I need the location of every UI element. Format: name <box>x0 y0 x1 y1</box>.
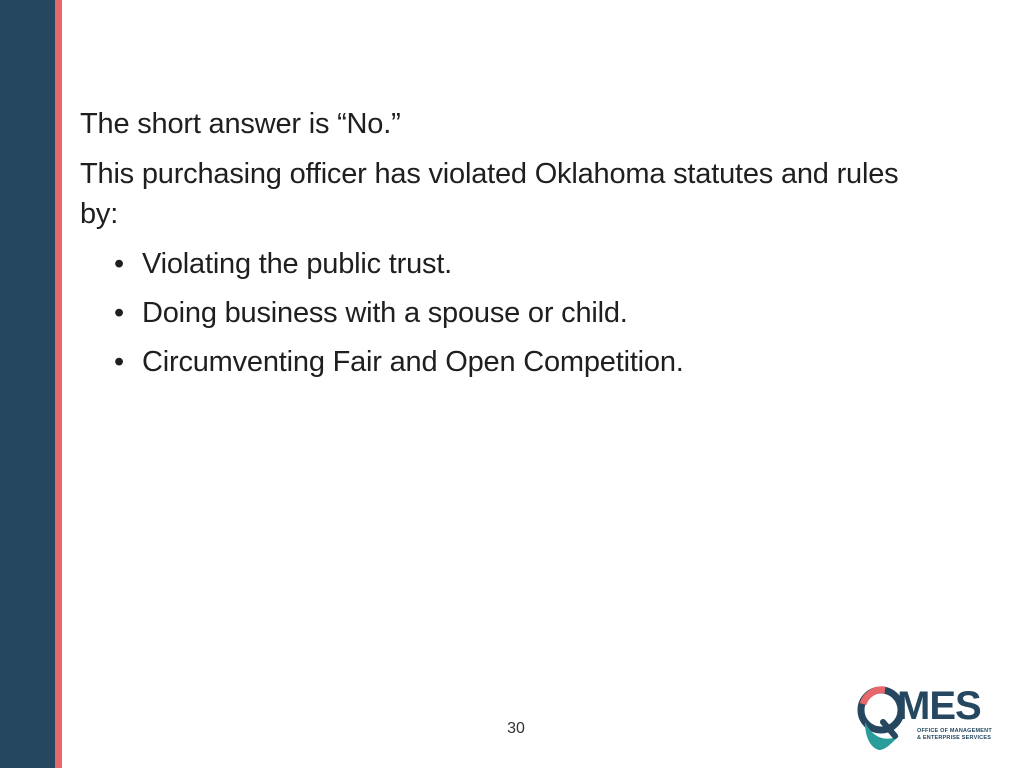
omes-wordmark: MES <box>897 684 981 728</box>
list-item-text: Circumventing Fair and Open Competition. <box>142 346 684 378</box>
bullet-icon: • <box>114 346 124 378</box>
slide-body <box>80 104 940 391</box>
omes-subtitle <box>917 728 992 742</box>
violation-list <box>80 244 940 382</box>
sidebar-accent-stripe <box>55 0 62 768</box>
bullet-icon: • <box>114 248 124 280</box>
list-item <box>114 244 940 284</box>
sidebar-bar <box>0 0 55 768</box>
list-item <box>114 342 940 382</box>
paragraph-short-answer: The short answer is “No.” <box>80 108 401 140</box>
list-item-text: Doing business with a spouse or child. <box>142 297 628 329</box>
paragraph-violation-intro: This purchasing officer has violated Oklahoma statutes and rules by: <box>80 158 899 230</box>
page-number: 30 <box>507 720 525 737</box>
bullet-icon: • <box>114 297 124 329</box>
list-item <box>114 293 940 333</box>
list-item-text: Violating the public trust. <box>142 248 453 280</box>
omes-subtitle-line1: OFFICE OF MANAGEMENT <box>917 728 992 734</box>
omes-logo <box>855 682 1005 752</box>
omes-subtitle-line2: & ENTERPRISE SERVICES <box>917 735 992 741</box>
